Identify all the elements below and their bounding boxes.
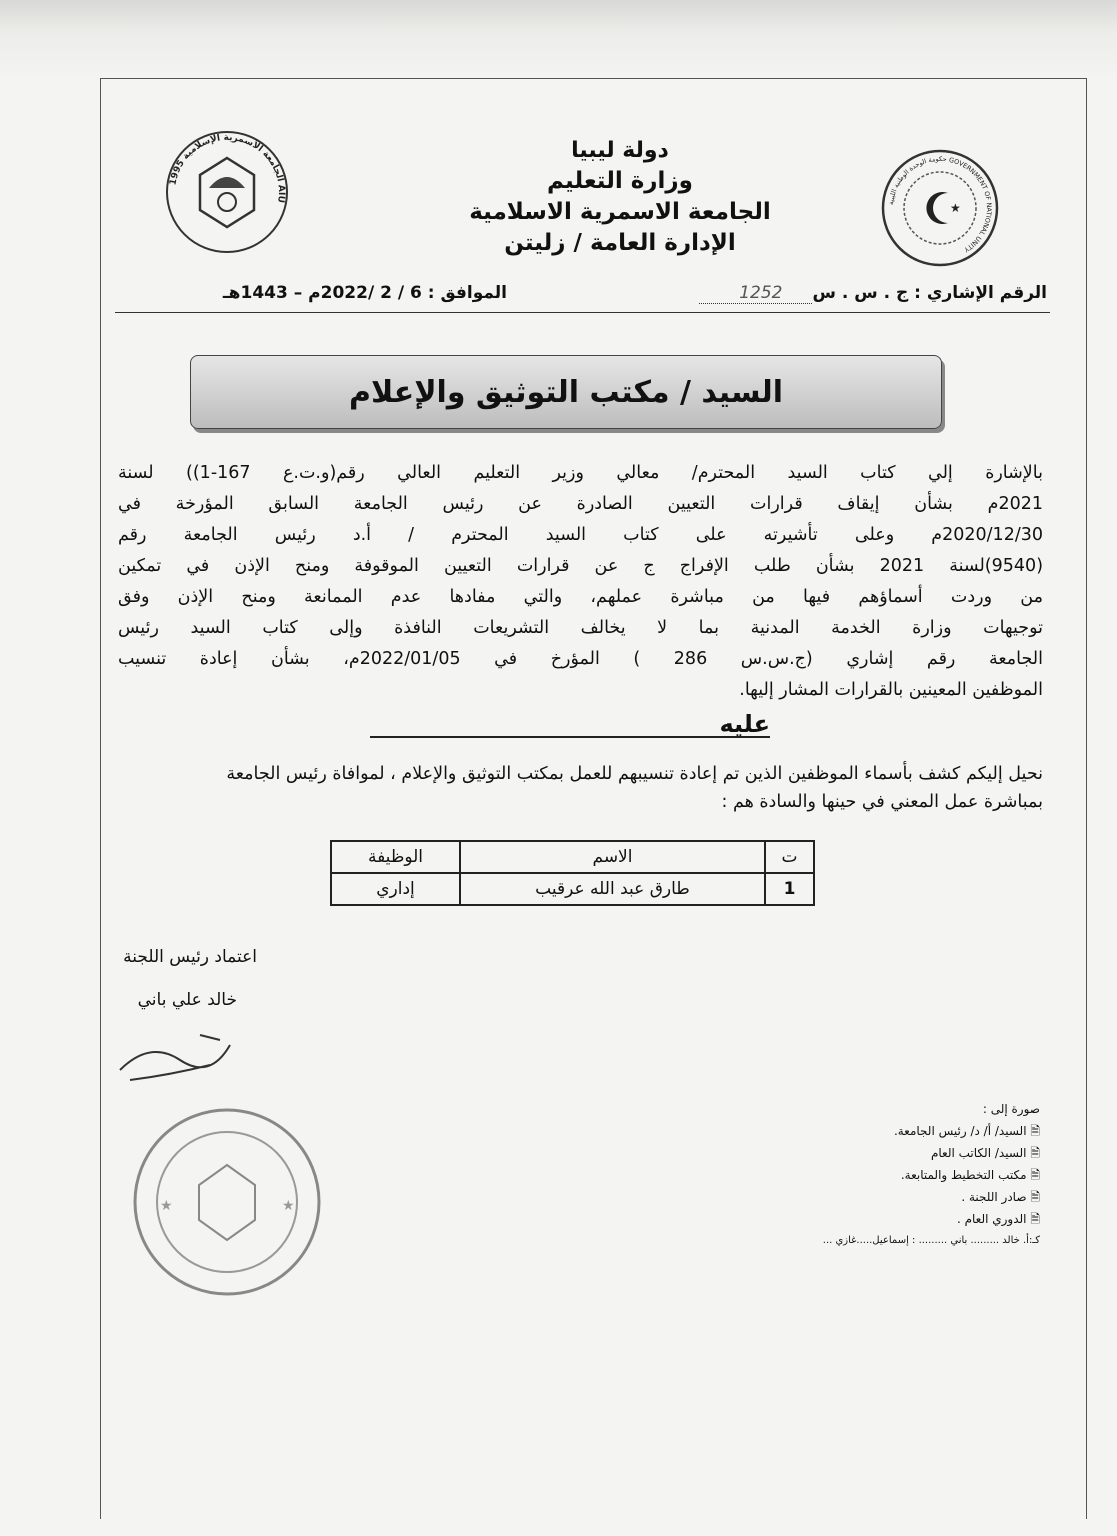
reference-label: الرقم الإشاري : ج . س . س <box>812 283 1047 303</box>
signature-name: خالد علي باني <box>137 990 237 1010</box>
cc-item-label: صادر اللجنة . <box>961 1190 1027 1204</box>
reference-number <box>699 283 1047 303</box>
cc-item-label: مكتب التخطيط والمتابعة. <box>900 1168 1027 1182</box>
svg-text:★: ★ <box>282 1198 295 1214</box>
government-seal-text-path: حكومة الوحدة الوطنية الليبية GOVERNMENT OF NATIONAL UNITY <box>887 154 994 254</box>
government-seal <box>880 148 1000 268</box>
body-line: (9540)لسنة 2021 بشأن طلب الإفراج ج عن قرارات التعيين الموقوفة ومنح الإذن في تمكين <box>118 556 1044 576</box>
svg-text:★: ★ <box>950 201 961 215</box>
university-name: الجامعة الاسمرية الاسلامية <box>469 199 771 225</box>
table-row <box>331 873 814 905</box>
administration-name: الإدارة العامة / زليتن <box>504 230 736 256</box>
header-divider <box>115 312 1050 313</box>
university-logo <box>162 130 292 255</box>
state-name: دولة ليبيا <box>571 138 669 163</box>
body-line: نحيل إليكم كشف بأسماء الموظفين الذين تم إعادة تنسيبهم للعمل بمكتب التوثيق والإعلام ، لموافاة رئيس الجامعة <box>226 764 1043 784</box>
cc-item-label: السيد/ أ/ د/ رئيس الجامعة. <box>893 1124 1027 1138</box>
svg-text:★: ★ <box>160 1198 173 1214</box>
government-seal-text <box>887 155 993 254</box>
column-header: الوظيفة <box>331 841 460 873</box>
reference-value: 1252 <box>699 283 812 304</box>
body-line: 2020/12/30م وعلى تأشيرته على كتاب السيد المحترم / أ.د رئيس الجامعة رقم <box>118 525 1043 545</box>
official-stamp <box>130 1105 325 1300</box>
body-line: بالإشارة إلي كتاب السيد المحترم/ معالي وزير التعليم العالي رقم(و.ت.ع 167-1)) لسنة <box>118 463 1043 483</box>
cc-item-label: الدوري العام . <box>956 1212 1027 1226</box>
date <box>223 283 507 303</box>
handwritten-signature <box>110 1020 250 1090</box>
addressee-banner: السيد / مكتب التوثيق والإعلام <box>190 355 942 429</box>
body-line: بمباشرة عمل المعني في حينها والسادة هم : <box>721 792 1043 812</box>
table-cell: 1 <box>765 873 814 905</box>
section-heading: عليه <box>370 710 770 738</box>
university-logo-text-path: الجامعة الأسمرية الإسلامية 1995 AIU <box>168 132 287 204</box>
letterhead <box>420 135 820 259</box>
cc-item: 🗎 الدوري العام . <box>956 1212 1040 1226</box>
employees-table <box>330 840 815 906</box>
body-line: من وردت أسماؤهم فيها من مباشرة عملهم، والتي مفادها عدم الممانعة ومنح الإذن وفق <box>118 587 1043 607</box>
cc-list <box>740 1098 1040 1252</box>
column-header: الاسم <box>460 841 765 873</box>
signature-title: اعتماد رئيس اللجنة <box>123 947 257 967</box>
column-header: ت <box>765 841 814 873</box>
table-cell: طارق عبد الله عرقيب <box>460 873 765 905</box>
cc-footer: كـ:أ. خالد ......... باني ......... : إسماعيل.....غازي ... <box>822 1235 1040 1246</box>
body-paragraph-2 <box>118 760 1043 816</box>
date-value: 6 / 2 /2022م – 1443هـ <box>222 283 422 303</box>
cc-item: 🗎 مكتب التخطيط والمتابعة. <box>900 1168 1040 1182</box>
scan-artifact <box>0 0 1117 80</box>
cc-label: صورة إلى : <box>982 1102 1040 1116</box>
cc-item: 🗎 السيد/ الكاتب العام <box>930 1146 1040 1160</box>
body-line: 2021م بشأن إيقاف قرارات التعيين الصادرة عن رئيس الجامعة السابق المؤرخة في <box>118 494 1043 514</box>
date-label: الموافق : <box>427 283 507 303</box>
body-paragraph <box>118 458 1043 706</box>
body-line: الجامعة رقم إشاري (ج.س.س 286 ) المؤرخ في 2022/01/05م، بشأن إعادة تنسيب <box>118 649 1043 669</box>
cc-item: 🗎 صادر اللجنة . <box>961 1190 1040 1204</box>
table-cell: إداري <box>331 873 460 905</box>
table-header-row <box>331 841 814 873</box>
body-line: توجيهات وزارة الخدمة المدنية بما لا يخالف التشريعات النافذة وإلى كتاب السيد رئيس <box>118 618 1043 638</box>
body-line: الموظفين المعينين بالقرارات المشار إليها. <box>739 680 1043 700</box>
cc-item: 🗎 السيد/ أ/ د/ رئيس الجامعة. <box>893 1124 1040 1138</box>
cc-item-label: السيد/ الكاتب العام <box>930 1146 1027 1160</box>
ministry-name: وزارة التعليم <box>547 168 693 194</box>
